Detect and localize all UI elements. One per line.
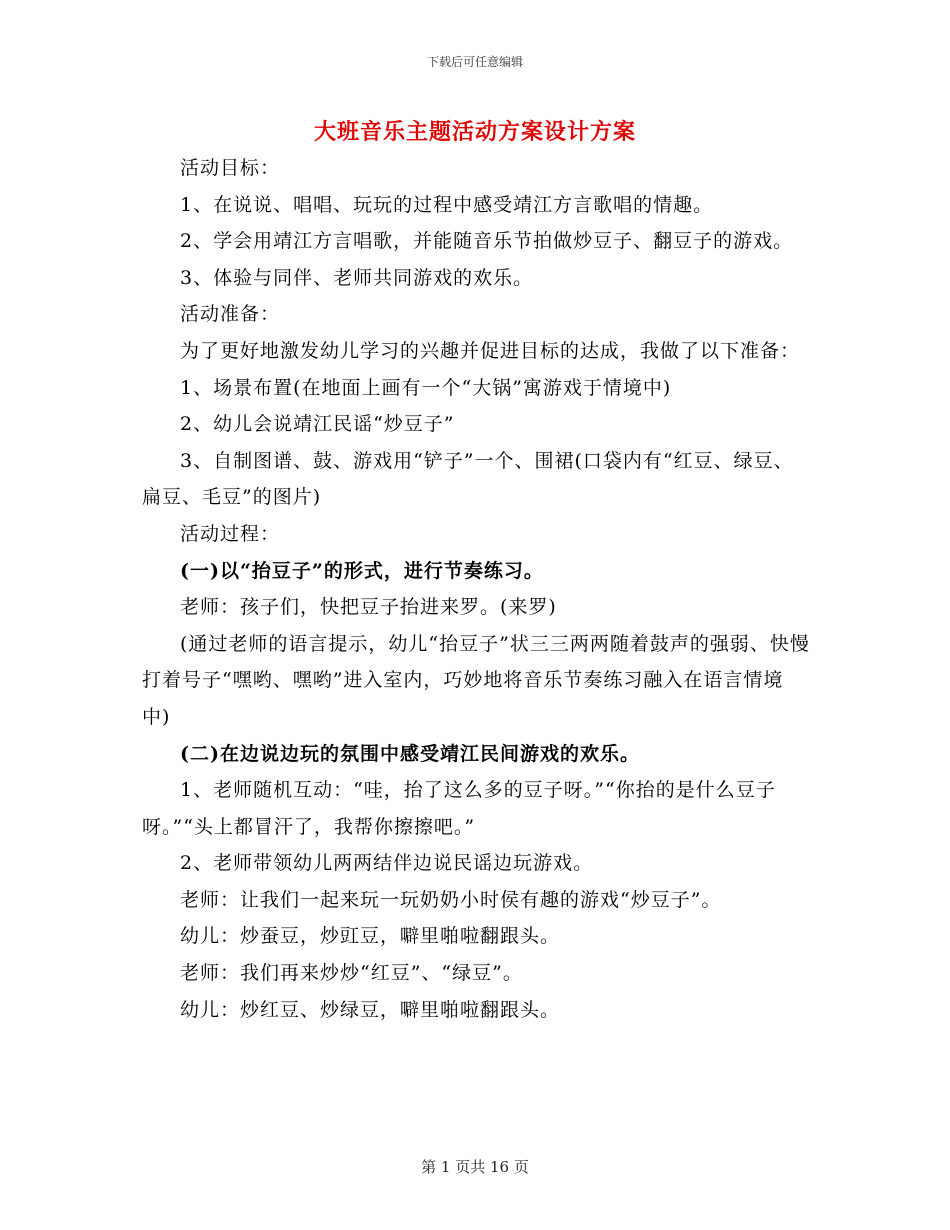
paragraph: 3、体验与同伴、老师共同游戏的欢乐。 [180,266,534,289]
paragraph: 活动准备： [180,303,281,326]
paragraph: 老师：让我们一起来玩一玩奶奶小时侯有趣的游戏“炒豆子”。 [180,888,722,911]
paragraph: 2、老师带领幼儿两两结伴边说民谣边玩游戏。 [180,852,594,875]
paragraph: 老师：我们再来炒炒“红豆”、“绿豆”。 [180,962,523,985]
paragraph: 活动过程： [180,522,281,545]
paragraph: 幼儿：炒红豆、炒绿豆，噼里啪啦翻跟头。 [180,998,561,1021]
paragraph: 老师：孩子们，快把豆子抬进来罗。(来罗) [180,596,557,619]
page-footer: 第 1 页共 16 页 [421,1158,529,1176]
paragraph: 1、场景布置(在地面上画有一个“大锅”寓游戏于情境中) [180,376,672,399]
paragraph: (通过老师的语言提示，幼儿“抬豆子”状三三两两随着鼓声的强弱、快慢打着号子“嘿哟、嘿哟”进入室内，巧妙地将音乐节奏练习融入在语言情境中) [142,632,810,728]
section-heading: (二)在边说边玩的氛围中感受靖江民间游戏的欢乐。 [180,742,640,765]
paragraph: 幼儿：炒蚕豆，炒豇豆，噼里啪啦翻跟头。 [180,925,561,948]
paragraph: 为了更好地激发幼儿学习的兴趣并促进目标的达成，我做了以下准备： [180,339,801,362]
page-header: 下载后可任意编辑 [426,55,523,69]
paragraph: 活动目标： [180,157,281,179]
paragraph: 1、在说说、唱唱、玩玩的过程中感受靖江方言歌唱的情趣。 [180,193,714,216]
paragraph: 3、自制图谱、鼓、游戏用“铲子”一个、围裙(口袋内有“红豆、绿豆、扁豆、毛豆”的图片) [142,449,794,509]
document-body [142,150,810,1028]
paragraph: 2、学会用靖江方言唱歌，并能随音乐节拍做炒豆子、翻豆子的游戏。 [180,230,794,253]
paragraph: 2、幼儿会说靖江民谣“炒豆子” [180,413,455,436]
document-title: 大班音乐主题活动方案设计方案 [313,120,636,145]
paragraph: 1、老师随机互动：“哇，抬了这么多的豆子呀。”“你抬的是什么豆子呀。”“头上都冒汗了，我帮你擦擦吧。” [142,779,776,838]
section-heading: (一)以“抬豆子”的形式，进行节奏练习。 [180,559,544,582]
